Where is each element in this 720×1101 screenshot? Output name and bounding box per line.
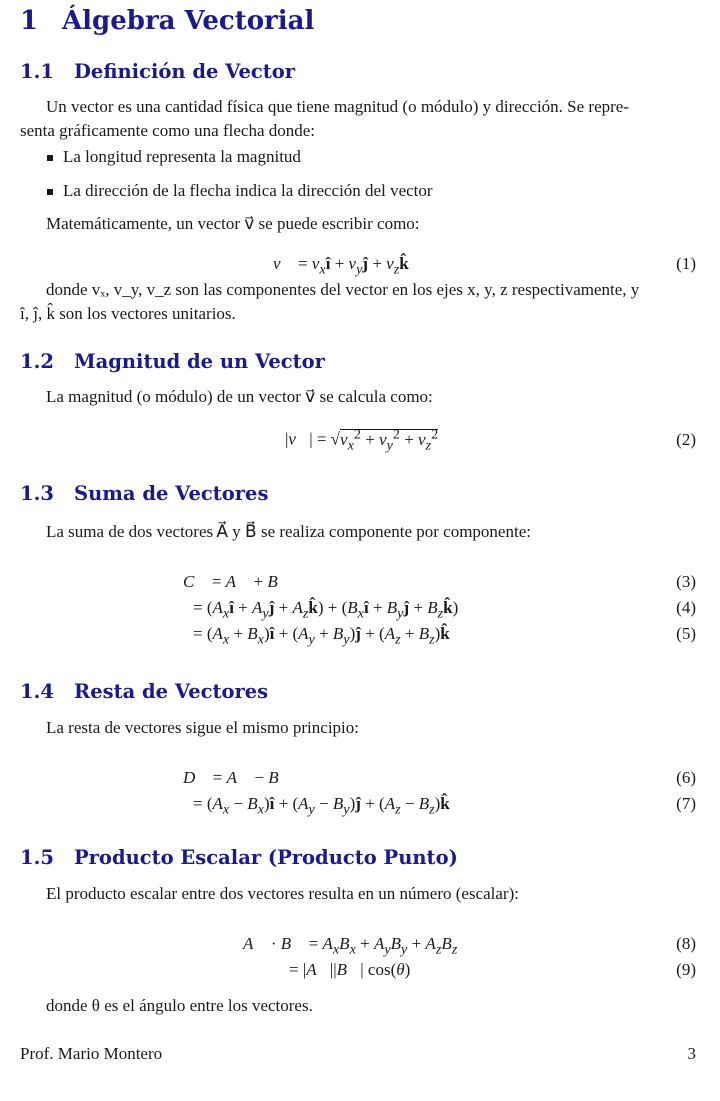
equation: |v⃗| = $√v_x^2 + v_y^2 + v_z^2$ — [285, 426, 439, 454]
section-heading-1-3 — [20, 482, 268, 505]
chapter-heading — [20, 6, 314, 36]
text-line: Un vector es una cantidad física que tiene magnitud (o módulo) y dirección. Se repre- — [46, 97, 629, 116]
paragraph: donde θ es el ángulo entre los vectores. — [46, 996, 313, 1015]
section-title: Suma de Vectores — [74, 482, 269, 505]
paragraph: Matemáticamente, un vector v⃗ se puede escribir como: — [46, 214, 420, 233]
equation: v⃗ = $v_xî$ + $v_yĵ$ + $v_zk̂$ — [273, 254, 409, 278]
section-heading-1-5 — [20, 846, 458, 869]
equation: = ($A_x$ + $B_x)î + (A_y$ + $B_y)ĵ + (A_z$ + $B_z)k̂$ — [193, 624, 450, 648]
section-number: 1.3 — [20, 482, 54, 505]
section-title: Magnitud de un Vector — [74, 350, 325, 373]
paragraph — [20, 95, 700, 143]
equation-number: (5) — [676, 624, 696, 643]
footer-author: Prof. Mario Montero — [20, 1044, 163, 1063]
bullet-text: La longitud representa la magnitud — [63, 147, 301, 166]
bullet-text: La dirección de la flecha indica la dirección del vector — [63, 181, 433, 200]
equation-number: (9) — [676, 960, 696, 979]
chapter-title: Álgebra Vectorial — [62, 6, 315, 36]
equation-number: (4) — [676, 598, 696, 617]
section-title: Definición de Vector — [74, 60, 296, 83]
bullet-item — [47, 179, 433, 203]
bullet-icon — [47, 189, 53, 195]
equation: = ($A_x$ − $B_x)î + (A_y$ − $B_y)ĵ + (A_z$ − $B_z)k̂$ — [193, 794, 450, 818]
section-title: Producto Escalar (Producto Punto) — [74, 846, 458, 869]
section-number: 1.2 — [20, 350, 54, 373]
equation-number: (2) — [676, 430, 696, 449]
chapter-number: 1 — [20, 6, 39, 36]
text-line: î, ĵ, k̂ son los vectores unitarios. — [20, 304, 236, 323]
equation-number: (7) — [676, 794, 696, 813]
equation: = |A⃗||B⃗| cos(θ) — [289, 960, 411, 979]
equation-number: (3) — [676, 572, 696, 591]
section-number: 1.5 — [20, 846, 54, 869]
paragraph: La resta de vectores sigue el mismo principio: — [46, 718, 359, 737]
paragraph — [20, 278, 700, 326]
paragraph: El producto escalar entre dos vectores resulta en un número (escalar): — [46, 884, 519, 903]
equation: D⃗ = A⃗ − B⃗ — [183, 768, 292, 787]
page-number: 3 — [687, 1044, 696, 1063]
section-heading-1-1 — [20, 60, 295, 83]
equation: C⃗ = A⃗ + B⃗ — [183, 572, 291, 591]
bullet-item — [47, 145, 301, 169]
equation-number: (8) — [676, 934, 696, 953]
paragraph: La suma de dos vectores A⃗ y B⃗ se realiza componente por componente: — [46, 522, 531, 541]
section-heading-1-2 — [20, 350, 325, 373]
section-number: 1.1 — [20, 60, 54, 83]
section-title: Resta de Vectores — [74, 680, 269, 703]
section-number: 1.4 — [20, 680, 54, 703]
paragraph: La magnitud (o módulo) de un vector v⃗ se calcula como: — [46, 387, 433, 406]
text-line: donde vₓ, v_y, v_z son las componentes del vector en los ejes x, y, z respectivamente, y — [46, 280, 640, 299]
bullet-icon — [47, 155, 53, 161]
equation: A⃗ · B⃗ = $A_xB_x + A_yB_y + A_zB_z$ — [243, 934, 458, 958]
section-heading-1-4 — [20, 680, 268, 703]
equation: = ($A_xî$ + $A_yĵ$ + $A_zk̂$) + ($B_xî$ + $B_yĵ$ + $B_zk̂$) — [193, 598, 459, 622]
equation-number: (6) — [676, 768, 696, 787]
text-line: senta gráficamente como una flecha donde: — [20, 121, 316, 140]
equation-number: (1) — [676, 254, 696, 273]
